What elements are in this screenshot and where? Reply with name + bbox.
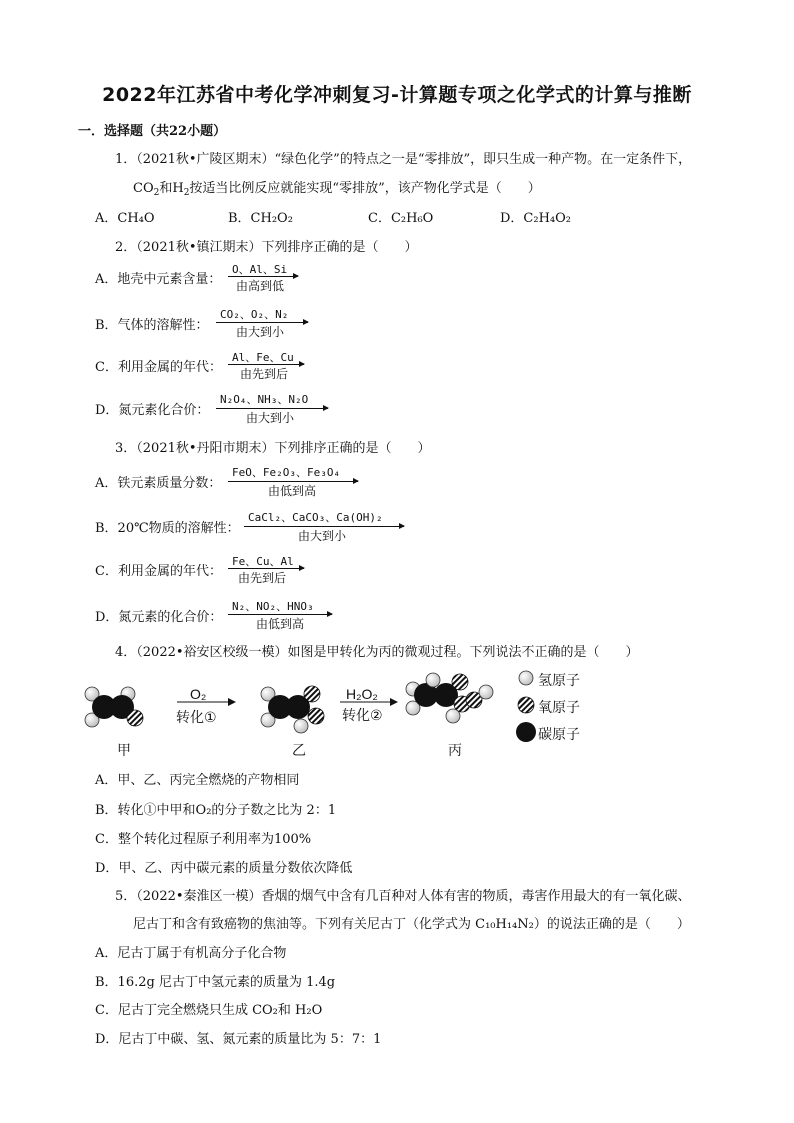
q5-option-a[interactable]: A．尼古丁属于有机高分子化合物 — [95, 946, 287, 961]
q2-option-c[interactable]: C．利用金属的年代： — [95, 360, 222, 375]
arrow1-reagent: O₂ — [190, 686, 207, 702]
q1-option-b[interactable]: B．CH₂O₂ — [228, 211, 293, 226]
q4-option-c[interactable]: C．整个转化过程原子利用率为100% — [95, 832, 312, 847]
q3-option-a[interactable]: A．铁元素质量分数： — [95, 476, 222, 491]
q4-option-a[interactable]: A．甲、乙、丙完全燃烧的产物相同 — [95, 773, 300, 788]
q1-option-a[interactable]: A．CH₄O — [95, 211, 155, 226]
label-bing: 丙 — [448, 742, 462, 758]
q3-a-formula: FeO、Fe₂O₃、Fe₃O₄ — [232, 466, 341, 479]
q3-a-order: 由低到高 — [268, 484, 317, 498]
arrow2-label: 转化② — [342, 707, 383, 723]
q3-stem: 3．（2021秋•丹阳市期末）下列排序正确的是（ ） — [115, 441, 431, 456]
q4-option-d[interactable]: D．甲、乙、丙中碳元素的质量分数依次降低 — [95, 861, 353, 876]
q2-c-formula: Al、Fe、Cu — [232, 351, 294, 364]
q5-stem-line2: 尼古丁和含有致癌物的焦油等。下列有关尼古丁（化学式为 C₁₀H₁₄N₂）的说法正确的是（ ） — [133, 917, 690, 932]
q2-option-d[interactable]: D．氮元素化合价： — [95, 403, 210, 418]
q2-d-order: 由大到小 — [246, 411, 295, 425]
q3-b-order: 由大到小 — [298, 529, 347, 543]
q1-stem-line1: 1．（2021秋•广陵区期末）“绿色化学”的特点之一是“零排放”，即只生成一种产物。在一定条件下， — [115, 152, 692, 167]
legend-oxygen-icon — [518, 697, 534, 713]
q5-option-d[interactable]: D．尼古丁中碳、氢、氮元素的质量比为 5：7：1 — [95, 1032, 382, 1047]
q1-option-d[interactable]: D．C₂H₄O₂ — [500, 211, 571, 226]
legend-oxygen: 氧原子 — [538, 699, 580, 715]
q2-c-order: 由先到后 — [240, 367, 289, 381]
page-title: 2022年江苏省中考化学冲刺复习-计算题专项之化学式的计算与推断 — [102, 84, 692, 106]
q3-option-d[interactable]: D．氮元素的化合价： — [95, 610, 223, 625]
q3-d-order: 由低到高 — [256, 617, 305, 631]
q2-option-b[interactable]: B．气体的溶解性： — [95, 318, 209, 333]
q5-option-c[interactable]: C．尼古丁完全燃烧只生成 CO₂和 H₂O — [95, 1003, 323, 1018]
q2-b-order: 由大到小 — [236, 325, 285, 339]
arrow1-label: 转化① — [176, 709, 217, 725]
molecule-yi — [261, 686, 324, 733]
q4-molecule-diagram — [70, 664, 710, 764]
q3-option-c[interactable]: C．利用金属的年代： — [95, 564, 222, 579]
q4-option-b[interactable]: B．转化①中甲和O₂的分子数之比为 2：1 — [95, 803, 337, 818]
q5-option-b[interactable]: B．16.2g 尼古丁中氢元素的质量为 1.4g — [95, 975, 336, 990]
q1-option-c[interactable]: C．C₂H₆O — [368, 211, 434, 226]
molecule-jia — [85, 687, 143, 727]
legend-carbon: 碳原子 — [538, 726, 580, 742]
q2-option-a[interactable]: A．地壳中元素含量： — [95, 272, 222, 287]
q3-b-formula: CaCl₂、CaCO₃、Ca(OH)₂ — [248, 511, 383, 524]
molecule-bing — [406, 673, 493, 723]
legend-hydrogen-icon — [519, 671, 533, 685]
q3-c-formula: Fe、Cu、Al — [232, 555, 294, 568]
q3-option-b[interactable]: B．20℃物质的溶解性： — [95, 521, 240, 536]
q5-stem-line1: 5．（2022•秦淮区一模）香烟的烟气中含有几百种对人体有害的物质，毒害作用最大的有一氧化碳、 — [115, 889, 691, 904]
q3-d-formula: N₂、NO₂、HNO₃ — [232, 600, 314, 613]
q2-a-formula: O、Al、Si — [232, 263, 288, 276]
q3-c-order: 由先到后 — [238, 571, 287, 585]
legend-carbon-icon — [516, 722, 536, 742]
arrow2-reagent: H₂O₂ — [346, 686, 378, 702]
section-heading: 一．选择题（共22小题） — [78, 124, 227, 139]
legend-hydrogen: 氢原子 — [538, 672, 580, 688]
q2-a-order: 由高到低 — [236, 279, 285, 293]
label-yi: 乙 — [292, 742, 306, 758]
q2-d-formula: N₂O₄、NH₃、N₂O — [220, 393, 309, 406]
q2-b-formula: CO₂、O₂、N₂ — [220, 308, 289, 321]
q1-stem-line2: $CO_2$和$H_2$按适当比例反应就能实现“零排放”，该产物化学式是（ ） — [133, 181, 541, 198]
q2-stem: 2．（2021秋•镇江期末）下列排序正确的是（ ） — [115, 240, 418, 255]
q4-stem: 4．（2022•裕安区校级一模）如图是甲转化为丙的微观过程。下列说法不正确的是（ ） — [115, 645, 639, 660]
label-jia: 甲 — [117, 742, 131, 758]
